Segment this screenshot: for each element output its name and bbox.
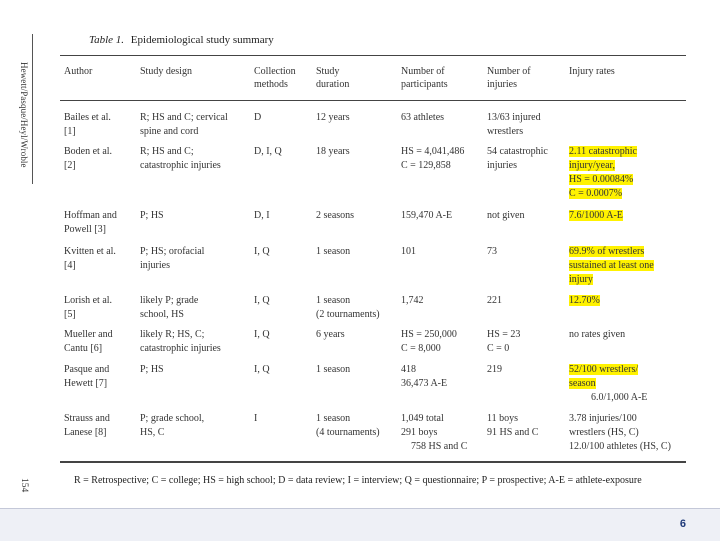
cell-line: Lorish et al.: [64, 295, 113, 306]
cell-line: wrestlers: [487, 126, 524, 137]
cell-injuries: [487, 111, 541, 139]
header-rule: [60, 100, 686, 101]
cell-line: [1]: [64, 126, 76, 137]
running-head: Hewett/Pasque/Heyl/Wroble: [19, 62, 29, 168]
cell-methods: [254, 111, 261, 125]
cell-injuries: [487, 209, 525, 223]
cell-line: Lanese [8]: [64, 427, 107, 438]
cell-rates: [569, 145, 637, 201]
cell-injuries: [487, 363, 502, 377]
cell-line: 54 catastrophic: [487, 146, 548, 157]
cell-rates: [569, 328, 625, 342]
header-injuries-line: Number of: [487, 66, 531, 77]
header-rates: [569, 65, 615, 78]
header-participants-line: Number of: [401, 66, 445, 77]
page-number: 154: [19, 478, 29, 493]
cell-line: [5]: [64, 309, 76, 320]
cell-line: P; HS: [140, 364, 164, 375]
cell-injuries: [487, 412, 538, 440]
cell-line: 63 athletes: [401, 112, 445, 123]
table-label: Table 1.: [89, 34, 125, 46]
cell-line: Boden et al.: [64, 146, 113, 157]
cell-line: Hewett [7]: [64, 378, 108, 389]
cell-line: 1,742: [401, 295, 424, 306]
highlighted-text: 7.6/1000 A-E: [569, 210, 623, 221]
highlighted-text: 52/100 wrestlers/: [569, 364, 639, 375]
bottom-rule: [60, 461, 686, 463]
cell-line: I, Q: [254, 364, 270, 375]
cell-line: Cantu [6]: [64, 343, 103, 354]
cell-author: [64, 145, 112, 173]
slide-number: 6: [679, 518, 686, 530]
cell-participants: [401, 145, 464, 173]
cell-line: 1,049 total: [401, 413, 444, 424]
cell-line: D: [254, 112, 262, 123]
header-participants: [401, 65, 448, 91]
header-author: [64, 65, 92, 78]
cell-line: Bailes et al.: [64, 112, 111, 123]
cell-participants: [401, 209, 452, 223]
cell-line: C = 0: [487, 343, 510, 354]
cell-line: I, Q: [254, 329, 270, 340]
cell-line: Mueller and: [64, 329, 113, 340]
cell-author: [64, 245, 116, 273]
cell-line: Strauss and: [64, 413, 110, 424]
cell-design: [140, 294, 198, 322]
cell-participants: [401, 412, 467, 454]
header-duration-line: Study: [316, 66, 340, 77]
cell-line: wrestlers (HS, C): [569, 427, 639, 438]
cell-participants: [401, 328, 457, 356]
cell-participants: [401, 245, 416, 259]
cell-line: 1 season: [316, 295, 351, 306]
margin-rule: [32, 34, 33, 184]
cell-line: 1 season: [316, 246, 351, 257]
cell-line: 159,470 A-E: [401, 210, 453, 221]
cell-rates: [569, 363, 647, 405]
cell-rates: [569, 245, 654, 287]
cell-author: [64, 363, 109, 391]
cell-duration: [316, 363, 350, 377]
cell-injuries: [487, 245, 497, 259]
cell-injuries: [487, 328, 520, 356]
cell-line: spine and cord: [140, 126, 199, 137]
cell-line: R; HS and C; cervical: [140, 112, 228, 123]
table-caption: [89, 34, 274, 46]
table-footnote: R = Retrospective; C = college; HS = high school; D = data review; I = interview; Q = questionnaire; P = prospective; A-E = athlete-exposure: [74, 475, 642, 486]
cell-line: HS = 4,041,486: [401, 146, 465, 157]
cell-rates: [569, 294, 600, 308]
cell-line: 6.0/1,000 A-E: [591, 392, 648, 403]
cell-methods: [254, 328, 270, 342]
cell-line: C = 129,858: [401, 160, 451, 171]
cell-design: [140, 145, 221, 173]
cell-duration: [316, 245, 350, 259]
cell-line: P; HS; orofacial: [140, 246, 205, 257]
header-design-line: Study design: [140, 66, 192, 77]
highlighted-text: HS = 0.00084%: [569, 174, 634, 185]
cell-line: 3.78 injuries/100: [569, 413, 637, 424]
cell-methods: [254, 209, 270, 223]
cell-author: [64, 328, 113, 356]
cell-line: I, Q: [254, 246, 270, 257]
cell-duration: [316, 209, 354, 223]
cell-rates: [569, 412, 671, 454]
cell-line: (4 tournaments): [316, 427, 380, 438]
cell-duration: [316, 328, 345, 342]
cell-line: D, I, Q: [254, 146, 282, 157]
header-rates-line: Injury rates: [569, 66, 615, 77]
cell-design: [140, 245, 204, 273]
highlighted-text: sustained at least one: [569, 260, 654, 271]
header-injuries: [487, 65, 531, 91]
cell-line: 11 boys: [487, 413, 519, 424]
cell-methods: [254, 412, 257, 426]
cell-design: [140, 363, 164, 377]
cell-line: 6 years: [316, 329, 345, 340]
highlighted-text: 69.9% of wrestlers: [569, 246, 645, 257]
cell-methods: [254, 363, 270, 377]
top-rule: [60, 55, 686, 56]
cell-line: D, I: [254, 210, 270, 221]
cell-line: catastrophic injuries: [140, 343, 221, 354]
cell-line: 2 seasons: [316, 210, 355, 221]
header-injuries-line: injuries: [487, 79, 517, 90]
cell-injuries: [487, 145, 548, 173]
cell-line: likely R; HS, C;: [140, 329, 205, 340]
cell-participants: [401, 111, 444, 125]
cell-methods: [254, 294, 270, 308]
cell-design: [140, 328, 221, 356]
cell-line: no rates given: [569, 329, 626, 340]
cell-design: [140, 111, 228, 139]
highlighted-text: injury/year,: [569, 160, 615, 171]
cell-line: not given: [487, 210, 525, 221]
cell-line: 291 boys: [401, 427, 438, 438]
cell-line: 758 HS and C: [411, 441, 468, 452]
cell-duration: [316, 412, 380, 440]
cell-line: Kvitten et al.: [64, 246, 116, 257]
cell-line: 1 season: [316, 364, 351, 375]
cell-line: HS = 23: [487, 329, 521, 340]
cell-line: 1 season: [316, 413, 351, 424]
header-duration-line: duration: [316, 79, 350, 90]
cell-line: injuries: [487, 160, 517, 171]
cell-line: 101: [401, 246, 416, 257]
cell-author: [64, 209, 117, 237]
cell-line: P; HS: [140, 210, 164, 221]
cell-line: 219: [487, 364, 502, 375]
highlighted-text: 12.70%: [569, 295, 600, 306]
header-methods: [254, 65, 296, 91]
cell-line: P; grade school,: [140, 413, 205, 424]
cell-line: 418: [401, 364, 416, 375]
cell-line: 36,473 A-E: [401, 378, 448, 389]
cell-line: school, HS: [140, 309, 184, 320]
cell-author: [64, 294, 112, 322]
cell-design: [140, 209, 164, 223]
cell-author: [64, 111, 111, 139]
cell-line: 12.0/100 athletes (HS, C): [569, 441, 671, 452]
cell-rates: [569, 209, 623, 223]
header-participants-line: participants: [401, 79, 448, 90]
cell-line: injuries: [140, 260, 170, 271]
cell-line: Pasque and: [64, 364, 110, 375]
cell-line: likely P; grade: [140, 295, 199, 306]
cell-methods: [254, 145, 282, 159]
highlighted-text: 2.11 catastrophic: [569, 146, 637, 157]
cell-line: 12 years: [316, 112, 350, 123]
cell-line: HS = 250,000: [401, 329, 457, 340]
cell-duration: [316, 145, 350, 159]
highlighted-text: injury: [569, 274, 593, 285]
cell-line: Hoffman and: [64, 210, 117, 221]
cell-line: I, Q: [254, 295, 270, 306]
cell-line: [2]: [64, 160, 76, 171]
cell-line: HS, C: [140, 427, 165, 438]
cell-line: 18 years: [316, 146, 350, 157]
cell-line: 91 HS and C: [487, 427, 539, 438]
cell-line: C = 8,000: [401, 343, 441, 354]
cell-line: Powell [3]: [64, 224, 106, 235]
cell-line: R; HS and C;: [140, 146, 194, 157]
header-methods-line: Collection: [254, 66, 296, 77]
cell-line: I: [254, 413, 258, 424]
cell-line: 73: [487, 246, 497, 257]
cell-line: 221: [487, 295, 502, 306]
cell-duration: [316, 111, 350, 125]
cell-line: (2 tournaments): [316, 309, 380, 320]
table-title: Epidemiological study summary: [130, 34, 274, 46]
cell-line: [4]: [64, 260, 76, 271]
slide-footer: [0, 508, 720, 541]
cell-participants: [401, 363, 447, 391]
cell-line: 13/63 injured: [487, 112, 541, 123]
cell-duration: [316, 294, 380, 322]
cell-methods: [254, 245, 270, 259]
header-duration: [316, 65, 349, 91]
cell-line: catastrophic injuries: [140, 160, 221, 171]
highlighted-text: season: [569, 378, 596, 389]
header-design: [140, 65, 192, 78]
cell-author: [64, 412, 110, 440]
cell-design: [140, 412, 204, 440]
cell-injuries: [487, 294, 502, 308]
cell-participants: [401, 294, 424, 308]
highlighted-text: C = 0.0007%: [569, 188, 623, 199]
header-methods-line: methods: [254, 79, 288, 90]
header-author-line: Author: [64, 66, 93, 77]
